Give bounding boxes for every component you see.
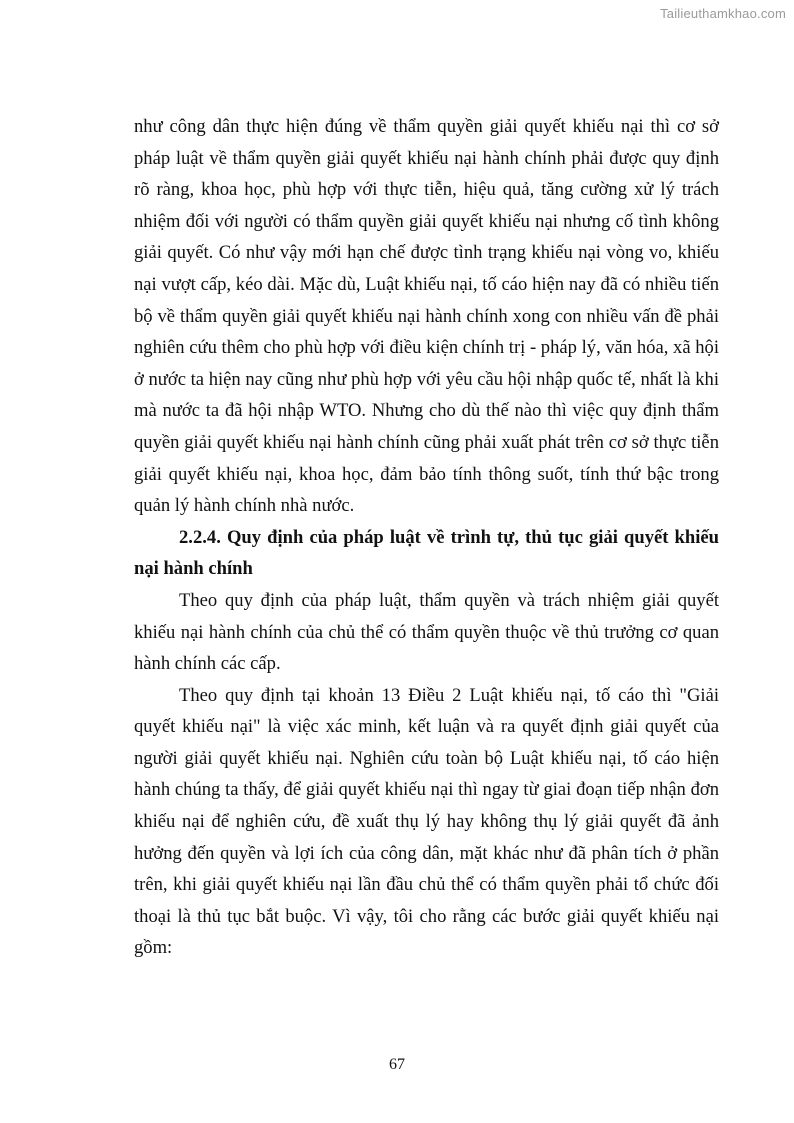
section-heading: 2.2.4. Quy định của pháp luật về trình tự, thủ tục giải quyết khiếu nại hành chính [134,526,719,580]
document-body [134,111,719,964]
paragraph: Theo quy định của pháp luật, thẩm quyền và trách nhiệm giải quyết khiếu nại hành chính của chủ thể có thẩm quyền thuộc về thủ trưởng cơ quan hành chính các cấp. [134,589,719,675]
page-number: 67 [389,1056,405,1073]
watermark: Tailieuthamkhao.com [660,6,786,21]
paragraph: Theo quy định tại khoản 13 Điều 2 Luật khiếu nại, tố cáo thì "Giải quyết khiếu nại" là việc xác minh, kết luận và ra quyết định giải quyết của người giải quyết khiếu nại. Nghiên cứu toàn bộ Luật khiếu nại, tố cáo hiện hành chúng ta thấy, để giải quyết khiếu nại thì ngay từ giai đoạn tiếp nhận đơn khiếu nại để nghiên cứu, đề xuất thụ lý hay không thụ lý giải quyết đã ảnh hưởng đến quyền và lợi ích của công dân, mặt khác như đã phân tích ở phần trên, khi giải quyết khiếu nại lần đầu chủ thể có thẩm quyền phải tổ chức đối thoại là thủ tục bắt buộc. Vì vậy, tôi cho rằng các bước giải quyết khiếu nại gồm: [134,684,719,959]
paragraph-continued: như công dân thực hiện đúng về thẩm quyền giải quyết khiếu nại thì cơ sở pháp luật về thẩm quyền giải quyết khiếu nại hành chính phải được quy định rõ ràng, khoa học, phù hợp với thực tiễn, hiệu quả, tăng cường xử lý trách nhiệm đối với người có thẩm quyền giải quyết khiếu nại nhưng cố tình không giải quyết. Có như vậy mới hạn chế được tình trạng khiếu nại vòng vo, khiếu nại vượt cấp, kéo dài. Mặc dù, Luật khiếu nại, tố cáo hiện nay đã có nhiều tiến bộ về thẩm quyền giải quyết khiếu nại hành chính xong con nhiều vấn đề phải nghiên cứu thêm cho phù hợp với điều kiện chính trị - pháp lý, văn hóa, xã hội ở nước ta hiện nay cũng như phù hợp với yêu cầu hội nhập quốc tế, nhất là khi mà nước ta đã hội nhập WTO. Nhưng cho dù thế nào thì việc quy định thẩm quyền giải quyết khiếu nại hành chính cũng phải xuất phát trên cơ sở thực tiễn giải quyết khiếu nại, khoa học, đảm bảo tính thông suốt, tính thứ bậc trong quản lý hành chính nhà nước. [134,116,719,517]
